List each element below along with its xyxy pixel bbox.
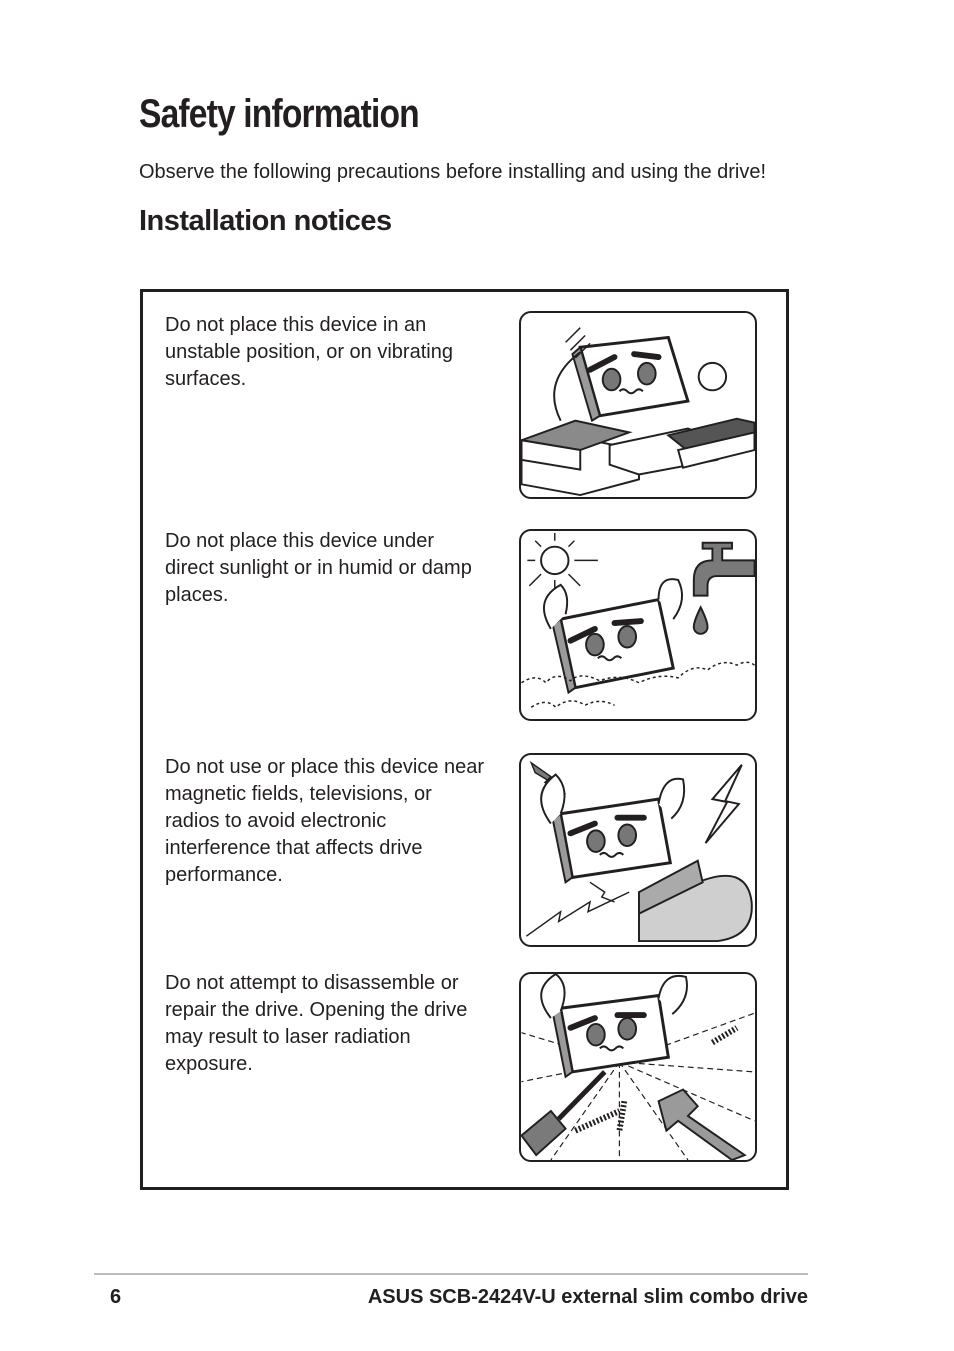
notice-text: Do not place this device under direct sunlight or in humid or damp places. <box>165 530 472 606</box>
notice-text: Do not use or place this device near magnetic fields, televisions, or radios to avoid electronic interference that affects drive performance. <box>165 756 485 886</box>
page-title: Safety information <box>139 92 419 136</box>
footer-rule <box>94 1273 808 1275</box>
installation-notices-box <box>140 289 789 1190</box>
tools-screws-illustration-art <box>521 974 755 1160</box>
page-number: 6 <box>110 1286 122 1308</box>
section-heading: Installation notices <box>139 205 392 237</box>
notice-text: Do not place this device in an unstable position, or on vibrating surfaces. <box>165 314 453 390</box>
intro-text: Observe the following precautions before installing and using the drive! <box>139 161 767 183</box>
sun-and-faucet-illustration <box>519 529 757 721</box>
magnet-lightning-illustration-art <box>521 755 755 945</box>
shaky-books-illustration-art <box>521 313 755 497</box>
notice-text: Do not attempt to disassemble or repair the drive. Opening the drive may result to laser radiation exposure. <box>165 972 468 1075</box>
notice-item <box>143 952 786 1182</box>
magnet-lightning-illustration <box>519 753 757 947</box>
notice-item <box>143 292 786 504</box>
notice-item <box>143 508 786 730</box>
sun-and-faucet-illustration-art <box>521 531 755 719</box>
tools-screws-illustration <box>519 972 757 1162</box>
footer-document-title: ASUS SCB-2424V-U external slim combo drive <box>367 1286 808 1308</box>
notice-item <box>143 732 786 954</box>
shaky-books-illustration <box>519 311 757 499</box>
